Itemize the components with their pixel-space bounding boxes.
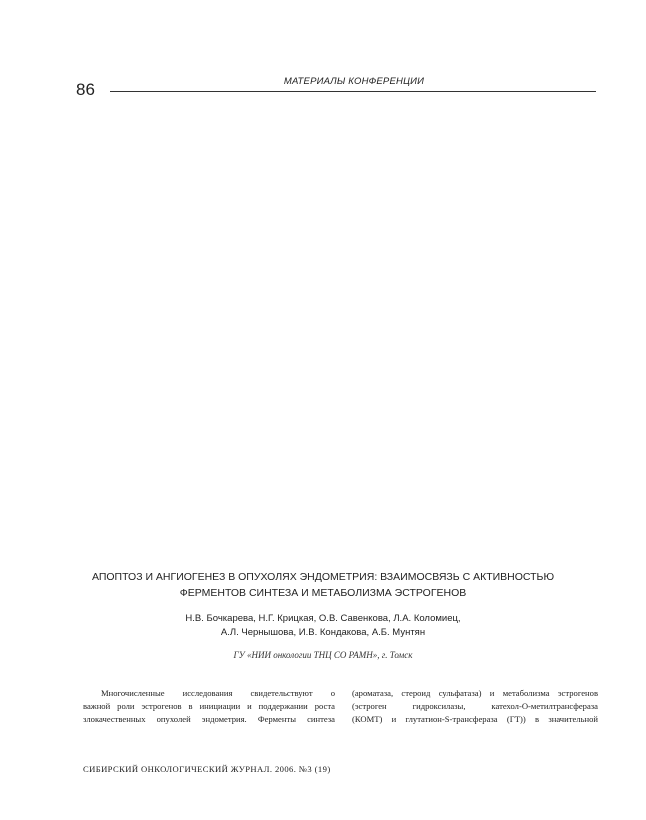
journal-footer: СИБИРСКИЙ ОНКОЛОГИЧЕСКИЙ ЖУРНАЛ. 2006. №3 (19) xyxy=(83,764,331,774)
body-line: важной роли эстрогенов в инициации и поддержании роста xyxy=(83,701,335,711)
running-head: МАТЕРИАЛЫ КОНФЕРЕНЦИИ xyxy=(283,76,425,87)
affiliation: ГУ «НИИ онкологии ТНЦ СО РАМН», г. Томск xyxy=(233,650,413,660)
header-rule xyxy=(110,91,596,92)
body-line: (эстроген гидроксилазы, катехол-О-метилтрансфераза xyxy=(352,701,598,711)
author-line: Н.В. Бочкарева, Н.Г. Крицкая, О.В. Савенкова, Л.А. Коломиец, xyxy=(185,613,461,624)
article-title xyxy=(60,569,586,601)
title-line: ФЕРМЕНТОВ СИНТЕЗА И МЕТАБОЛИЗМА ЭСТРОГЕНОВ xyxy=(179,587,467,599)
author-line: А.Л. Чернышова, И.В. Кондакова, А.Б. Мунтян xyxy=(220,627,426,638)
page-number: 86 xyxy=(76,80,95,99)
title-line: АПОПТОЗ И АНГИОГЕНЕЗ В ОПУХОЛЯХ ЭНДОМЕТРИЯ: ВЗАИМОСВЯЗЬ С АКТИВНОСТЬЮ xyxy=(91,571,555,583)
body-column-right xyxy=(352,687,598,726)
body-line: злокачественных опухолей эндометрия. Ферменты синтеза xyxy=(83,714,335,724)
author-list xyxy=(60,612,586,640)
body-column-left xyxy=(83,687,335,726)
body-line: (ароматаза, стероид сульфатаза) и метаболизма эстрогенов xyxy=(352,688,598,698)
body-line: Многочисленные исследования свидетельствуют о xyxy=(101,688,335,698)
body-line: (КОМТ) и глутатион-S-трансфераза (ГТ)) в значительной xyxy=(352,714,598,724)
